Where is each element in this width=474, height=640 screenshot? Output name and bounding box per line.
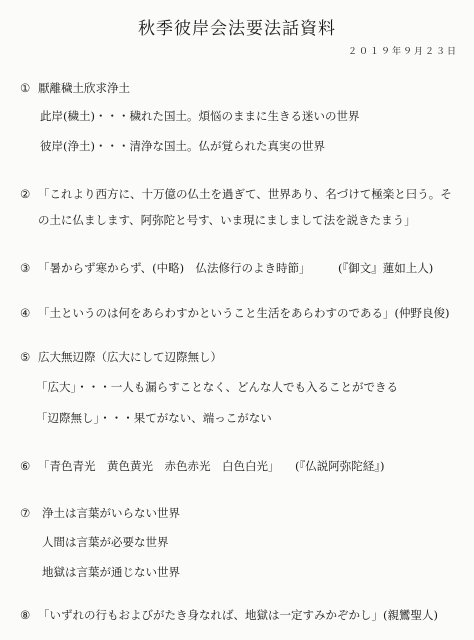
section-7-line-1: 人間は言葉が必要な世界	[42, 535, 169, 549]
section-4-quote-text: 「土というのは何をあらわすかということ生活をあらわすのである」(仲野良俊)	[38, 306, 450, 320]
section-7-number: ⑦	[20, 506, 31, 520]
section-8-quote	[20, 608, 438, 622]
document-date: ２０１９年９月２３日	[347, 47, 458, 57]
section-6-quote	[20, 459, 280, 473]
section-2-line-1-text: 「これより西方に、十万億の仏土を過ぎて、世界あり、名づけて極楽と曰う。そ	[38, 187, 452, 201]
section-1-number: ①	[20, 81, 31, 95]
section-2-number: ②	[20, 187, 31, 201]
section-3-quote-text: 「暑からず寒からず、(中略) 仏法修行のよき時節」	[38, 261, 311, 275]
section-5-heading-text: 広大無辺際（広大にして辺際無し）	[38, 350, 222, 364]
section-2-line-2: の土に仏まします、阿弥陀と号す、いま現にましまして法を説きたまう」	[38, 213, 416, 227]
section-5-heading	[20, 350, 222, 364]
section-7-line-2: 地獄は言葉が通じない世界	[42, 565, 180, 579]
section-3-number: ③	[20, 261, 31, 275]
section-7-heading	[20, 506, 180, 520]
section-4-number: ④	[20, 306, 31, 320]
section-4-quote	[20, 306, 449, 320]
section-1-heading	[20, 81, 130, 95]
section-7-heading-text: 浄土は言葉がいらない世界	[42, 506, 180, 520]
section-1-line-2: 彼岸(浄土)・・・清浄な国土。仏が覚られた真実の世界	[40, 139, 325, 153]
section-6-attribution: (『仏説阿弥陀経』)	[295, 459, 385, 473]
section-5-line-1: 「広大」・・・一人も漏らすことなく、どんな人でも入ることができる	[36, 380, 399, 394]
section-6-quote-text: 「青色青光 黄色黄光 赤色赤光 白色白光」	[38, 459, 280, 473]
section-5-number: ⑤	[20, 350, 31, 364]
section-1-line-1: 此岸(穢土)・・・穢れた国土。煩悩のままに生きる迷いの世界	[40, 109, 360, 123]
section-3-attribution: (『御文』蓮如上人)	[338, 261, 434, 275]
section-1-heading-text: 厭離穢土欣求浄土	[38, 81, 130, 95]
section-3-quote	[20, 261, 311, 275]
section-2-line-1	[20, 187, 452, 201]
document-title: 秋季彼岸会法要法話資料	[138, 19, 336, 39]
section-8-number: ⑧	[20, 608, 31, 622]
section-8-quote-text: 「いずれの行もおよびがたき身なれば、地獄は一定すみかぞかし」(親鸞聖人)	[38, 608, 438, 622]
section-5-line-2: 「辺際無し」・・・果てがない、端っこがない	[36, 411, 272, 425]
section-6-number: ⑥	[20, 459, 31, 473]
